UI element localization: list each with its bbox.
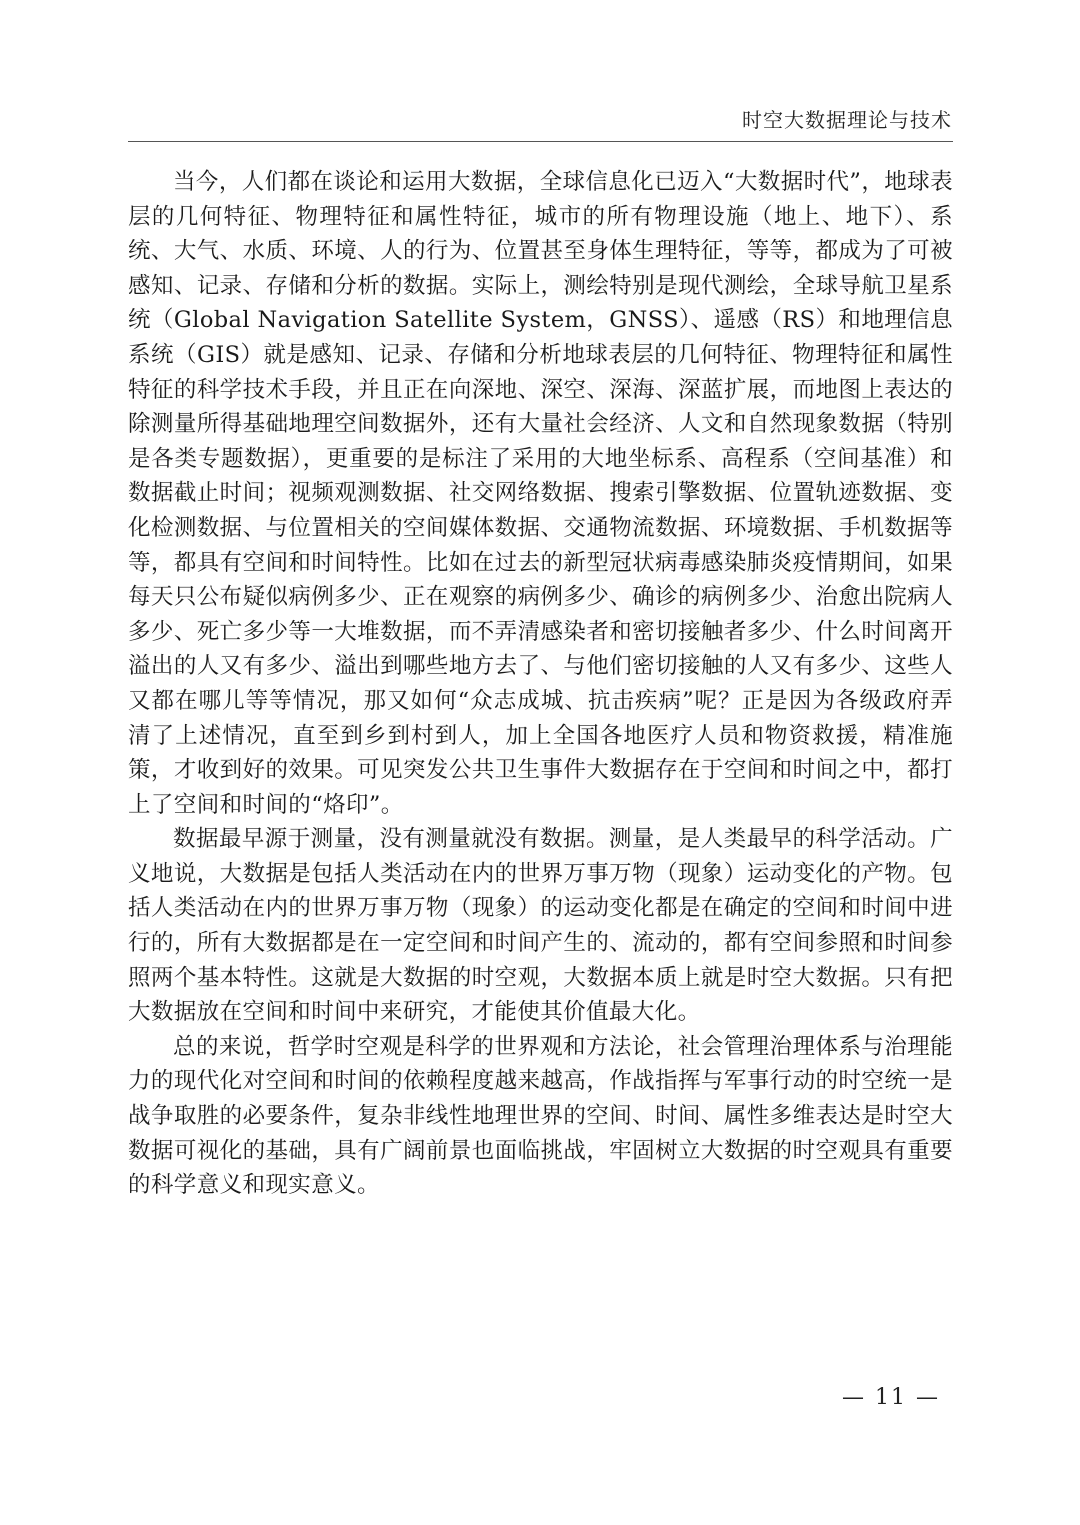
paragraph-2: 数据最早源于测量，没有测量就没有数据。测量，是人类最早的科学活动。广义地说，大数据是包括人类活动在内的世界万事万物（现象）运动变化的产物。包括人类活动在内的世界万事万物（现象）的运动变化都是在确定的空间和时间中进行的，所有大数据都是在一定空间和时间产生的、流动的，都有空间参照和时间参照两个基本特性。这就是大数据的时空观，大数据本质上就是时空大数据。只有把大数据放在空间和时间中来研究，才能使其价值最大化。 bbox=[128, 826, 953, 1026]
paragraph-3: 总的来说，哲学时空观是科学的世界观和方法论，社会管理治理体系与治理能力的现代化对空间和时间的依赖程度越来越高，作战指挥与军事行动的时空统一是战争取胜的必要条件，复杂非线性地理世界的空间、时间、属性多维表达是时空大数据可视化的基础，具有广阔前景也面临挑战，牢固树立大数据的时空观具有重要的科学意义和现实意义。 bbox=[128, 1033, 953, 1199]
header-rule bbox=[128, 141, 953, 142]
paragraph-1: 当今，人们都在谈论和运用大数据，全球信息化已迈入“大数据时代”，地球表层的几何特征、物理特征和属性特征，城市的所有物理设施（地上、地下）、系统、大气、水质、环境、人的行为、位置甚至身体生理特征，等等，都成为了可被感知、记录、存储和分析的数据。实际上，测绘特别是现代测绘，全球导航卫星系统（Global Navigation Satellite System，GNSS）、遥感（RS）和地理信息系统（GIS）就是感知、记录、存储和分析地球表层的几何特征、物理特征和属性特征的科学技术手段，并且正在向深地、深空、深海、深蓝扩展，而地图上表达的除测量所得基础地理空间数据外，还有大量社会经济、人文和自然现象数据（特别是各类专题数据），更重要的是标注了采用的大地坐标系、高程系（空间基准）和数据截止时间；视频观测数据、社交网络数据、搜索引擎数据、位置轨迹数据、变化检测数据、与位置相关的空间媒体数据、交通物流数据、环境数据、手机数据等等，都具有空间和时间特性。比如在过去的新型冠状病毒感染肺炎疫情期间，如果每天只公布疑似病例多少、正在观察的病例多少、确诊的病例多少、治愈出院病人多少、死亡多少等一大堆数据，而不弄清感染者和密切接触者多少、什么时间离开溢出的人又有多少、溢出到哪些地方去了、与他们密切接触的人又有多少、这些人又都在哪儿等等情况，那又如何“众志成城、抗击疾病”呢？正是因为各级政府弄清了上述情况，直至到乡到村到人，加上全国各地医疗人员和物资救援，精准施策，才收到好的效果。可见突发公共卫生事件大数据存在于空间和时间之中，都打上了空间和时间的“烙印”。 bbox=[128, 169, 953, 818]
running-header-title: 时空大数据理论与技术 bbox=[742, 108, 952, 132]
page-number: — 11 — bbox=[842, 1385, 940, 1410]
body-text bbox=[128, 165, 953, 1203]
